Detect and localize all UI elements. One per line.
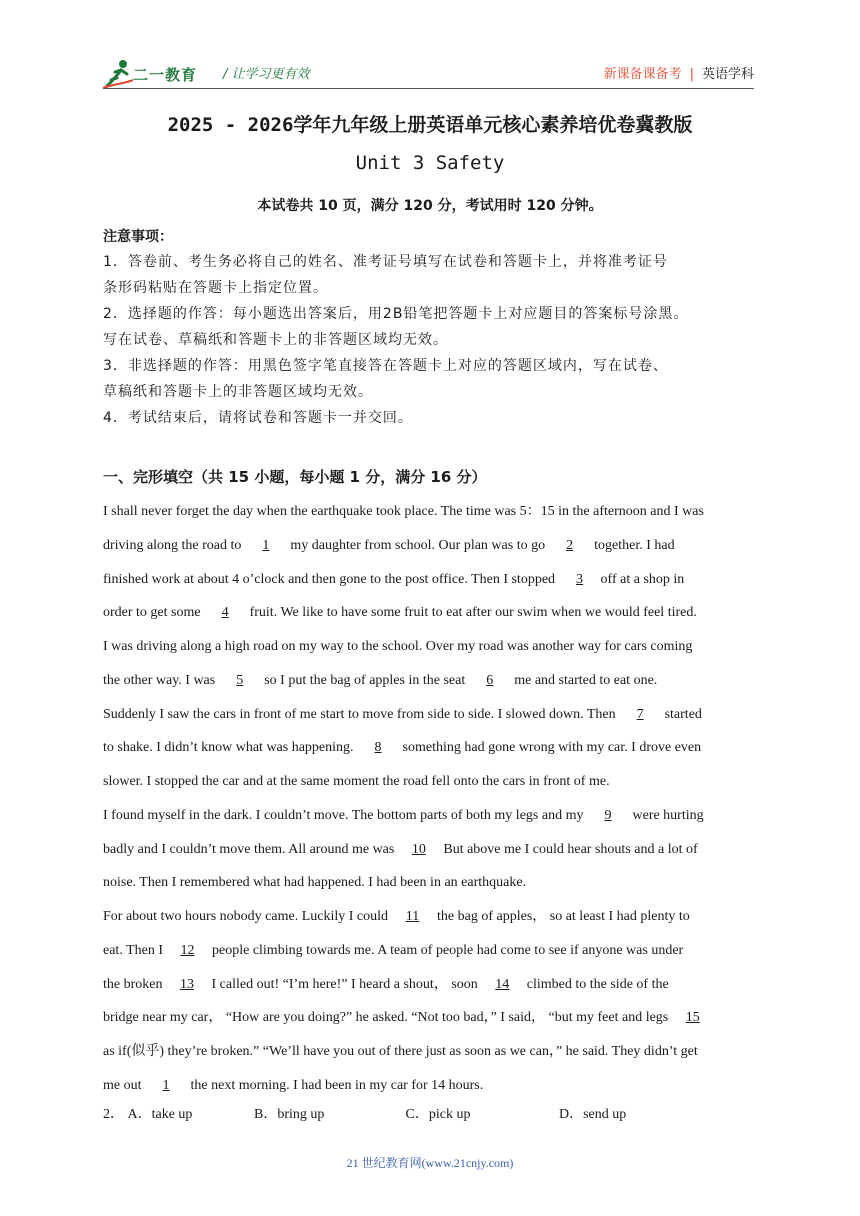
passage-line <box>103 731 763 765</box>
passage-line <box>103 900 763 934</box>
passage-text: I shall never forget the day when the earthquake took place. The time was 5：15 in the afternoon and I was <box>103 504 704 519</box>
passage-text: climbed to the side of the <box>523 976 669 992</box>
runner-logo-icon <box>103 58 133 90</box>
blank-number: 7 <box>636 706 644 722</box>
passage-text: driving along the road to <box>103 537 245 553</box>
page-header <box>103 58 754 90</box>
blank-number: 12 <box>180 942 195 958</box>
passage-text: the broken <box>103 976 166 992</box>
option-c[interactable]: C．pick up <box>405 1107 471 1122</box>
header-tag: 新课备课备考 <box>603 67 682 82</box>
slogan: / 让学习更有效 <box>223 67 310 82</box>
blank-number: 1 <box>162 1077 170 1093</box>
passage-line <box>103 968 763 1002</box>
passage-line <box>103 1035 763 1069</box>
passage-text: the bag of apples， so at least I had plenty to <box>433 909 690 924</box>
passage-text: as if(似乎) they’re broken.” “We’ll have you out of there just as soon as we can，” he said. They didn’t get <box>103 1044 698 1059</box>
passage-line <box>103 596 763 630</box>
question-number: 2． <box>103 1107 124 1122</box>
blank-number: 8 <box>374 740 382 756</box>
passage-text: badly and I couldn’t move them. All around me was <box>103 841 398 857</box>
header-divider <box>103 88 754 89</box>
blank-number: 14 <box>495 976 510 992</box>
document-subtitle: Unit 3 Safety <box>355 152 505 174</box>
header-separator: | <box>689 67 694 82</box>
passage-line <box>103 799 763 833</box>
cloze-passage <box>103 495 763 1103</box>
page-footer: 21 世纪教育网(www.21cnjy.com) <box>346 1156 514 1170</box>
exam-meta: 本试卷共 10 页，满分 120 分，考试用时 120 分钟。 <box>257 198 603 214</box>
passage-text: slower. I stopped the car and at the same moment the road fell onto the cars in front of me. <box>103 774 610 789</box>
notice-line: 4．考试结束后，请将试卷和答题卡一并交回。 <box>103 410 413 426</box>
logo-text: 二一教育 <box>133 66 198 84</box>
document-title: 2025 - 2026学年九年级上册英语单元核心素养培优卷冀教版 <box>167 114 693 136</box>
question-options <box>103 1103 626 1123</box>
passage-text: to shake. I didn’t know what was happening. <box>103 740 358 756</box>
passage-text: were hurting <box>628 807 704 823</box>
option-a[interactable]: A．take up <box>127 1107 193 1122</box>
passage-line <box>103 765 763 799</box>
passage-text: noise. Then I remembered what had happened. I had been in an earthquake. <box>103 875 527 891</box>
passage-text: eat. Then I <box>103 942 167 958</box>
blank-number: 9 <box>604 807 612 823</box>
notice-line: 写在试卷、草稿纸和答题卡上的非答题区域均无效。 <box>103 332 448 348</box>
passage-line <box>103 698 763 732</box>
passage-text: For about two hours nobody came. Luckily I could <box>103 909 392 924</box>
blank-number: 1 <box>262 537 270 553</box>
blank-number: 4 <box>221 605 229 621</box>
notice-line: 2．选择题的作答：每小题选出答案后，用2B铅笔把答题卡上对应题目的答案标号涂黑。 <box>103 306 689 322</box>
notice-heading: 注意事项： <box>103 229 173 245</box>
section-title: 一、完形填空（共 15 小题，每小题 1 分，满分 16 分） <box>103 468 487 486</box>
notice-line: 3．非选择题的作答：用黑色签字笔直接答在答题卡上对应的答题区域内，写在试卷、 <box>103 358 668 374</box>
passage-text: people climbing towards me. A team of people had come to see if anyone was under <box>208 942 684 958</box>
passage-text: bridge near my car， “How are you doing?” he asked. “Not too bad，” I said， “but my feet and legs <box>103 1010 672 1026</box>
blank-number: 13 <box>179 976 194 992</box>
blank-number: 11 <box>405 909 420 924</box>
passage-text: I was driving along a high road on my way to the school. Over my road was another way for cars coming <box>103 639 693 654</box>
passage-line <box>103 563 763 597</box>
blank-number: 3 <box>576 571 584 587</box>
passage-text: the next morning. I had been in my car for 14 hours. <box>187 1077 484 1093</box>
passage-text: I found myself in the dark. I couldn’t move. The bottom parts of both my legs and my <box>103 807 587 823</box>
passage-text: me out <box>103 1077 145 1093</box>
passage-text: something had gone wrong with my car. I drove even <box>399 740 702 756</box>
passage-text: my daughter from school. Our plan was to go <box>286 537 549 553</box>
passage-text: Suddenly I saw the cars in front of me start to move from side to side. I slowed down. Then <box>103 706 620 722</box>
passage-line <box>103 934 763 968</box>
passage-text: finished work at about 4 o’clock and then gone to the post office. Then I stopped <box>103 571 559 587</box>
logo <box>103 58 213 90</box>
passage-text: order to get some <box>103 605 205 621</box>
notice-line: 1．答卷前、考生务必将自己的姓名、准考证号填写在试卷和答题卡上，并将准考证号 <box>103 254 668 270</box>
header-subject: 英语学科 <box>701 67 754 82</box>
passage-line <box>103 1069 763 1103</box>
blank-number: 10 <box>411 841 426 857</box>
passage-line <box>103 833 763 867</box>
notice-line: 条形码粘贴在答题卡上指定位置。 <box>103 280 328 296</box>
notice-line: 草稿纸和答题卡上的非答题区域均无效。 <box>103 384 373 400</box>
blank-number: 15 <box>685 1010 700 1026</box>
passage-line <box>103 529 763 563</box>
blank-number: 6 <box>486 672 494 688</box>
passage-text: so I put the bag of apples in the seat <box>260 672 469 688</box>
blank-number: 2 <box>566 537 574 553</box>
passage-text: I called out! “I’m here!” I heard a shout， soon <box>207 976 482 992</box>
passage-text: together. I had <box>590 537 675 553</box>
option-b[interactable]: B．bring up <box>254 1107 325 1122</box>
passage-text: me and started to eat one. <box>510 672 658 688</box>
passage-text: started <box>661 706 702 722</box>
passage-line <box>103 630 763 664</box>
passage-line <box>103 866 763 900</box>
passage-text: off at a shop in <box>600 571 685 587</box>
passage-text: But above me I could hear shouts and a lot of <box>439 841 698 857</box>
blank-number: 5 <box>236 672 244 688</box>
option-d[interactable]: D．send up <box>559 1107 627 1122</box>
passage-line <box>103 1001 763 1035</box>
passage-text: the other way. I was <box>103 672 219 688</box>
notice-list <box>103 249 763 431</box>
header-right <box>604 63 754 82</box>
passage-text: fruit. We like to have some fruit to eat after our swim when we would feel tired. <box>246 605 697 621</box>
passage-line <box>103 664 763 698</box>
passage-line <box>103 495 763 529</box>
